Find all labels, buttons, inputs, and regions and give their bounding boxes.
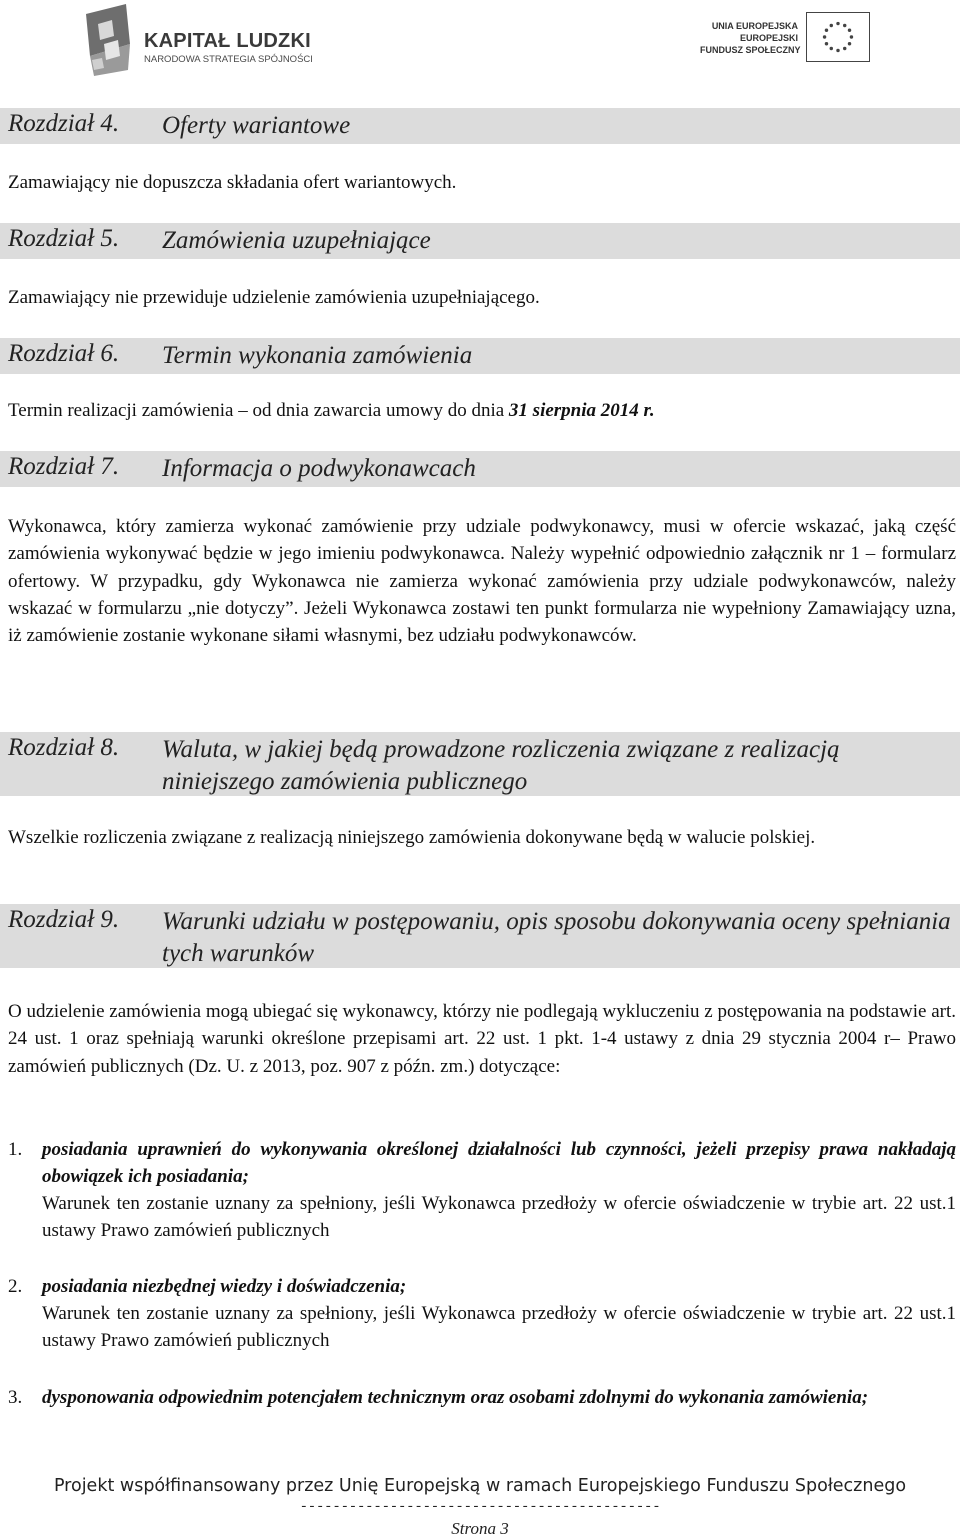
section-6-text-main: Termin realizacji zamówienia – od dnia zawarcia umowy do dnia	[8, 400, 509, 421]
condition-body	[42, 1384, 956, 1411]
section-heading-5	[0, 223, 960, 259]
section-heading-9	[0, 904, 960, 968]
section-number: Rozdział 4.	[8, 110, 120, 137]
section-number: Rozdział 6.	[8, 340, 120, 367]
condition-number: 2.	[8, 1276, 23, 1297]
section-heading-6	[0, 338, 960, 374]
kapital-ludzki-subtitle: NARODOWA STRATEGIA SPÓJNOŚCI	[144, 54, 313, 65]
section-title: Zamówienia uzupełniające	[162, 227, 431, 254]
condition-title: posiadania uprawnień do wykonywania określonej działalności lub czynności, jeżeli przepisy prawa nakładają obowiązek ich posiadania;	[42, 1139, 956, 1187]
eu-logo-text	[700, 20, 801, 56]
condition-body	[42, 1136, 956, 1244]
section-heading-4	[0, 108, 960, 144]
deadline-date: 31 sierpnia 2014 r.	[508, 400, 655, 421]
kapital-ludzki-title: KAPITAŁ LUDZKI	[144, 30, 311, 52]
kapital-ludzki-emblem-icon	[82, 4, 134, 76]
eu-flag-icon	[806, 12, 870, 62]
page-header	[0, 0, 960, 80]
condition-title: posiadania niezbędnej wiedzy i doświadczenia;	[42, 1276, 407, 1297]
section-6-text	[8, 397, 956, 424]
section-7-text: Wykonawca, który zamierza wykonać zamówienie przy udziale podwykonawcy, musi w ofercie wskazać, jaką część zamówienia wykonywać będzie w jego imieniu podwykonawca. Należy wypełnić odpowiednio załącznik nr 1 – formularz ofertowy. W przypadku, gdy Wykonawca nie zamierza wykonać zamówienia przy udziale podwykonawców, należy wskazać w formularzu „nie dotyczy”. Jeżeli Wykonawca zostawi ten punkt formularza nie wypełniony Zamawiający uzna, iż zamówienie zostanie wykonane siłami własnymi, bez udziału podwykonawców.	[8, 516, 956, 647]
footer-project-note: Projekt współfinansowany przez Unię Europejską w ramach Europejskiego Funduszu Społecznego	[53, 1476, 907, 1496]
page-number: Strona 3	[451, 1519, 509, 1538]
section-number: Rozdział 8.	[8, 734, 120, 761]
section-8-text: Wszelkie rozliczenia związane z realizacją niniejszego zamówienia dokonywane będą w walucie polskiej.	[8, 827, 816, 848]
kapital-ludzki-logo	[82, 4, 312, 76]
condition-text: Warunek ten zostanie uznany za spełniony, jeśli Wykonawca przedłoży w ofercie oświadczenie w trybie art. 22 ust.1 ustawy Prawo zamówień publicznych	[42, 1193, 956, 1241]
footer-separator: --------------------------------------------	[299, 1499, 661, 1515]
condition-text: Warunek ten zostanie uznany za spełniony, jeśli Wykonawca przedłoży w ofercie oświadczenie w trybie art. 22 ust.1 ustawy Prawo zamówień publicznych	[42, 1303, 956, 1351]
section-heading-7	[0, 451, 960, 487]
section-number: Rozdział 5.	[8, 225, 120, 252]
condition-number: 1.	[8, 1139, 23, 1160]
section-5-text: Zamawiający nie przewiduje udzielenie zamówienia uzupełniającego.	[8, 287, 540, 308]
eu-line-2: EUROPEJSKI	[739, 33, 798, 43]
condition-body	[42, 1273, 956, 1354]
condition-number: 3.	[8, 1387, 23, 1408]
section-heading-8	[0, 732, 960, 796]
section-9-text: O udzielenie zamówienia mogą ubiegać się wykonawcy, którzy nie podlegają wykluczeniu z postępowania na podstawie art. 24 ust. 1 oraz spełniają warunki określone przepisami art. 22 ust. 1 pkt. 1-4 ustawy z dnia 29 stycznia 2004 r– Prawo zamówień publicznych (Dz. U. z 2013, poz. 907 z późn. zm.) dotyczące:	[8, 1001, 956, 1077]
condition-title: dysponowania odpowiednim potencjałem technicznym oraz osobami zdolnymi do wykonania zamówienia;	[42, 1387, 869, 1408]
eu-line-1: UNIA EUROPEJSKA	[711, 21, 798, 31]
eu-logo	[700, 12, 872, 66]
section-title: Informacja o podwykonawcach	[162, 455, 476, 482]
section-number: Rozdział 7.	[8, 453, 120, 480]
section-title: Termin wykonania zamówienia	[162, 342, 473, 369]
section-4-text: Zamawiający nie dopuszcza składania ofert wariantowych.	[8, 172, 457, 193]
eu-line-3: FUNDUSZ SPOŁECZNY	[700, 45, 801, 55]
section-title: Oferty wariantowe	[162, 112, 351, 139]
section-title: Waluta, w jakiej będą prowadzone rozliczenia związane z realizacją niniejszego zamówienia publicznego	[162, 736, 840, 795]
section-number: Rozdział 9.	[8, 906, 120, 933]
section-title: Warunki udziału w postępowaniu, opis sposobu dokonywania oceny spełniania tych warunków	[162, 908, 951, 967]
